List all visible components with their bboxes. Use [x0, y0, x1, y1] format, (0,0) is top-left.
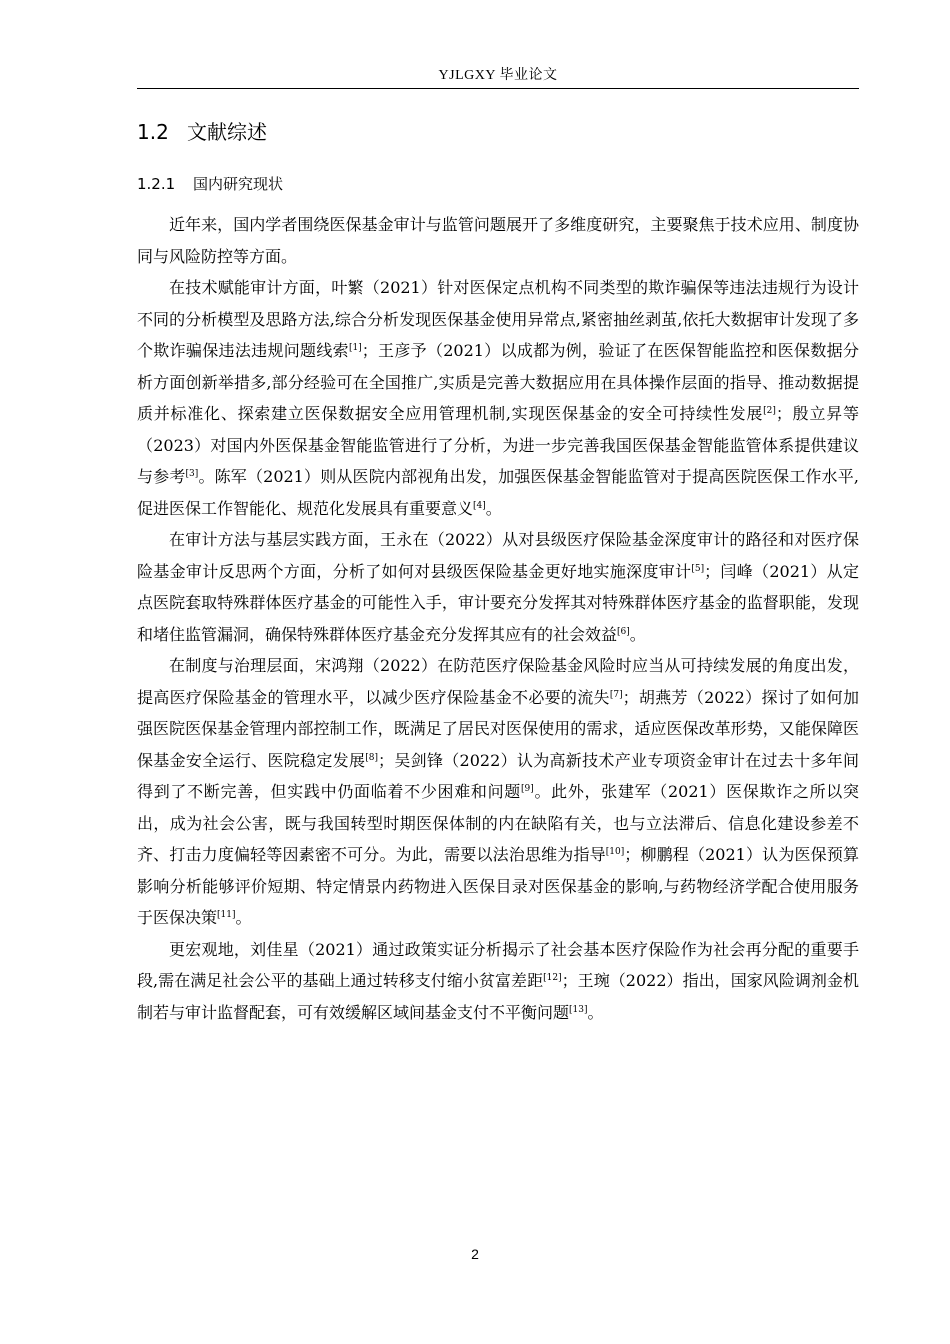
subsection-heading: [137, 173, 283, 195]
paragraph-text: 。: [485, 498, 502, 518]
paragraph-text: ；胡燕芳（2022）探讨了如何加强医院医保基金管理内部控制工作，既满足了居民对医保使用的需求，适应医保改革形势，又能保障医保基金安全运行、医院稳定发展: [137, 687, 859, 770]
paragraph-text: ；殷立昇等（2023）对国内外医保基金智能监管进行了分析，为进一步完善我国医保基金智能监管体系提供建议与参考: [137, 404, 859, 486]
body-paragraph: [137, 934, 859, 1029]
page-number: 2: [471, 1246, 479, 1262]
paragraph-text: ；王彦予（2021）以成都为例，验证了在医保智能监控和医保数据分析方面创新举措多,部分经验可在全国推广,实质是完善大数据应用在具体操作层面的指导、推动数据提质并标准化、探索建立医保数据安全应用管理机制,实现医保基金的安全可持续性发展: [137, 341, 859, 423]
paragraph-text: 在制度与治理层面，宋鸿翔（2022）在防范医疗保险基金风险时应当从可持续发展的角度出发，提高医疗保险基金的管理水平，以减少医疗保险基金不必要的流失: [137, 656, 859, 707]
citation-ref: [13]: [569, 1004, 588, 1015]
paragraph-text: 近年来，国内学者围绕医保基金审计与监管问题展开了多维度研究，主要聚焦于技术应用、制度协同与风险防控等方面。: [137, 215, 859, 266]
citation-ref: [3]: [185, 469, 199, 479]
body-paragraph: [137, 272, 859, 524]
citation-ref: [12]: [543, 973, 562, 983]
citation-ref: [1]: [348, 343, 362, 353]
citation-ref: [7]: [609, 689, 623, 700]
paragraph-text: 在审计方法与基层实践方面，王永在（2022）从对县级医疗保险基金深度审计的路径和对医疗保险基金审计反思两个方面，分析了如何对县级医保险基金更好地实施深度审计: [137, 530, 859, 581]
paragraph-text: ；王琬（2022）指出，国家风险调剂金机制若与审计监督配套，可有效缓解区域间基金支付不平衡问题: [137, 971, 859, 1022]
section-number: 1.2: [137, 120, 169, 144]
citation-ref: [5]: [691, 563, 705, 574]
paragraph-text: 。: [629, 624, 646, 644]
paragraph-text: 。: [235, 908, 252, 927]
page-header: YJLGXY 毕业论文: [438, 68, 558, 83]
paragraph-text: 。: [587, 1002, 604, 1022]
paragraph-text: 在技术赋能审计方面，叶繁（2021）针对医保定点机构不同类型的欺诈骗保等违法违规行为设计不同的分析模型及思路方法,综合分析发现医保基金使用异常点,紧密抽丝剥茧,依托大数据审计发现了多个欺诈骗保违法违规问题线索: [137, 278, 859, 360]
paragraph-text: 。陈军（2021）则从医院内部视角出发，加强医保基金智能监管对于提高医院医保工作水平,促进医保工作智能化、规范化发展具有重要意义: [137, 467, 859, 518]
subsection-number: 1.2.1: [137, 175, 176, 193]
citation-ref: [9]: [521, 784, 534, 794]
paragraph-text: ；柳鹏程（2021）认为医保预算影响分析能够评价短期、特定情景内药物进入医保目录对医保基金的影响,与药物经济学配合使用服务于医保决策: [137, 845, 859, 927]
citation-ref: [8]: [365, 752, 379, 763]
body-paragraph: [137, 650, 859, 934]
section-title: 文献综述: [187, 120, 267, 144]
paragraph-text: 更宏观地，刘佳星（2021）通过政策实证分析揭示了社会基本医疗保险作为社会再分配的重要手段,需在满足社会公平的基础上通过转移支付缩小贫富差距: [137, 939, 859, 990]
paragraph-text: ；闫峰（2021）从定点医院套取特殊群体医疗基金的可能性入手，审计要充分发挥其对特殊群体医疗基金的监督职能，发现和堵住监管漏洞，确保特殊群体医疗基金充分发挥其应有的社会效益: [137, 561, 859, 644]
citation-ref: [2]: [763, 406, 776, 416]
citation-ref: [10]: [605, 847, 625, 857]
section-heading: [137, 118, 267, 146]
header-rule: [137, 88, 859, 89]
paragraph-text: 。此外，张建军（2021）医保欺诈之所以突出，成为社会公害，既与我国转型时期医保体制的内在缺陷有关，也与立法滞后、信息化建设参差不齐、打击力度偏轻等因素密不可分。为此，需要以法治思维为指导: [137, 782, 859, 864]
body-paragraph: [137, 209, 859, 272]
citation-ref: [11]: [217, 910, 236, 920]
body-paragraph: [137, 524, 859, 650]
subsection-title: 国内研究现状: [193, 175, 284, 193]
paragraph-text: ；吴剑锋（2022）认为高新技术产业专项资金审计在过去十多年间得到了不断完善，但实践中仍面临着不少困难和问题: [137, 750, 859, 801]
body-text: [137, 209, 859, 1028]
citation-ref: [6]: [617, 626, 630, 637]
citation-ref: [4]: [473, 500, 486, 511]
